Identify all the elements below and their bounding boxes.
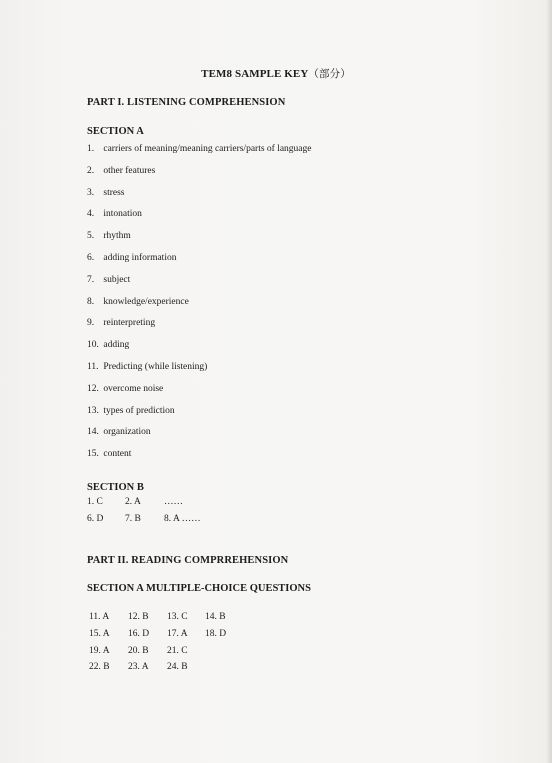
list-item bbox=[87, 340, 312, 362]
item-number: 12. bbox=[87, 383, 99, 394]
answer-cell: …… bbox=[164, 497, 183, 507]
list-item bbox=[87, 427, 312, 449]
list-item bbox=[87, 449, 312, 471]
item-number: 13. bbox=[87, 405, 99, 416]
item-number: 7. bbox=[87, 274, 95, 285]
answer-cell: 6. D bbox=[87, 514, 104, 524]
answer-cell: 18. D bbox=[205, 628, 227, 639]
title-suffix: （部分） bbox=[308, 68, 351, 80]
item-answer: reinterpreting bbox=[103, 318, 156, 329]
item-number: 6. bbox=[87, 252, 95, 263]
answer-cell: 24. B bbox=[167, 662, 188, 673]
answer-cell: 22. B bbox=[89, 662, 110, 673]
answer-cell: 8. A …… bbox=[164, 514, 201, 524]
part1-heading: PART I. LISTENING COMPREHENSION bbox=[87, 97, 286, 108]
answer-cell: 23. A bbox=[128, 662, 149, 673]
part1-section-b-heading: SECTION B bbox=[87, 482, 144, 493]
item-number: 2. bbox=[87, 165, 95, 176]
part2-section-a-heading: SECTION A MULTIPLE-CHOICE QUESTIONS bbox=[87, 583, 311, 594]
list-item bbox=[87, 231, 312, 253]
answer-cell: 19. A bbox=[89, 645, 110, 656]
item-answer: Predicting (while listening) bbox=[103, 361, 208, 372]
answer-cell: 16. D bbox=[128, 628, 150, 639]
answer-cell: 20. B bbox=[128, 645, 149, 656]
item-number: 14. bbox=[87, 427, 99, 438]
item-answer: adding information bbox=[103, 252, 177, 263]
item-answer: adding bbox=[103, 340, 130, 351]
item-answer: organization bbox=[103, 427, 151, 438]
document-title bbox=[0, 66, 552, 81]
title-main: TEM8 SAMPLE KEY bbox=[201, 68, 309, 80]
item-answer: intonation bbox=[103, 209, 142, 220]
answer-cell: 12. B bbox=[128, 612, 149, 622]
answer-cell: 7. B bbox=[125, 514, 141, 524]
part1-section-a-heading: SECTION A bbox=[87, 126, 144, 137]
item-number: 3. bbox=[87, 187, 95, 198]
list-item bbox=[87, 144, 312, 166]
item-number: 10. bbox=[87, 340, 99, 351]
answer-cell: 1. C bbox=[87, 497, 103, 507]
item-number: 5. bbox=[87, 231, 95, 242]
item-answer: carriers of meaning/meaning carriers/parts of language bbox=[103, 144, 312, 154]
list-item bbox=[87, 406, 312, 428]
list-item bbox=[87, 362, 312, 384]
item-number: 9. bbox=[87, 318, 95, 329]
list-item bbox=[87, 318, 312, 340]
item-answer: other features bbox=[103, 165, 156, 176]
item-number: 15. bbox=[87, 449, 99, 460]
item-answer: types of prediction bbox=[103, 405, 175, 416]
list-item bbox=[87, 297, 312, 319]
list-item bbox=[87, 275, 312, 297]
part2-heading: PART II. READING COMPRREHENSION bbox=[87, 555, 289, 566]
answer-cell: 15. A bbox=[89, 628, 110, 639]
answer-cell: 21. C bbox=[167, 645, 188, 656]
answer-cell: 17. A bbox=[167, 628, 188, 639]
listening-answer-list bbox=[87, 144, 312, 471]
list-item bbox=[87, 384, 312, 406]
answer-cell: 2. A bbox=[125, 497, 141, 507]
list-item bbox=[87, 253, 312, 275]
answer-cell: 14. B bbox=[205, 612, 226, 622]
item-answer: overcome noise bbox=[103, 383, 164, 394]
item-answer: content bbox=[103, 449, 132, 460]
item-answer: subject bbox=[103, 274, 131, 285]
item-number: 1. bbox=[87, 144, 95, 154]
item-number: 8. bbox=[87, 296, 95, 307]
item-answer: rhythm bbox=[103, 231, 131, 242]
item-number: 11. bbox=[87, 361, 99, 372]
item-number: 4. bbox=[87, 209, 95, 220]
item-answer: knowledge/experience bbox=[103, 296, 189, 307]
list-item bbox=[87, 166, 312, 188]
item-answer: stress bbox=[103, 187, 125, 198]
list-item bbox=[87, 188, 312, 210]
list-item bbox=[87, 209, 312, 231]
page-edge-shadow bbox=[546, 0, 552, 763]
answer-cell: 13. C bbox=[167, 612, 188, 622]
answer-cell: 11. A bbox=[89, 612, 110, 622]
